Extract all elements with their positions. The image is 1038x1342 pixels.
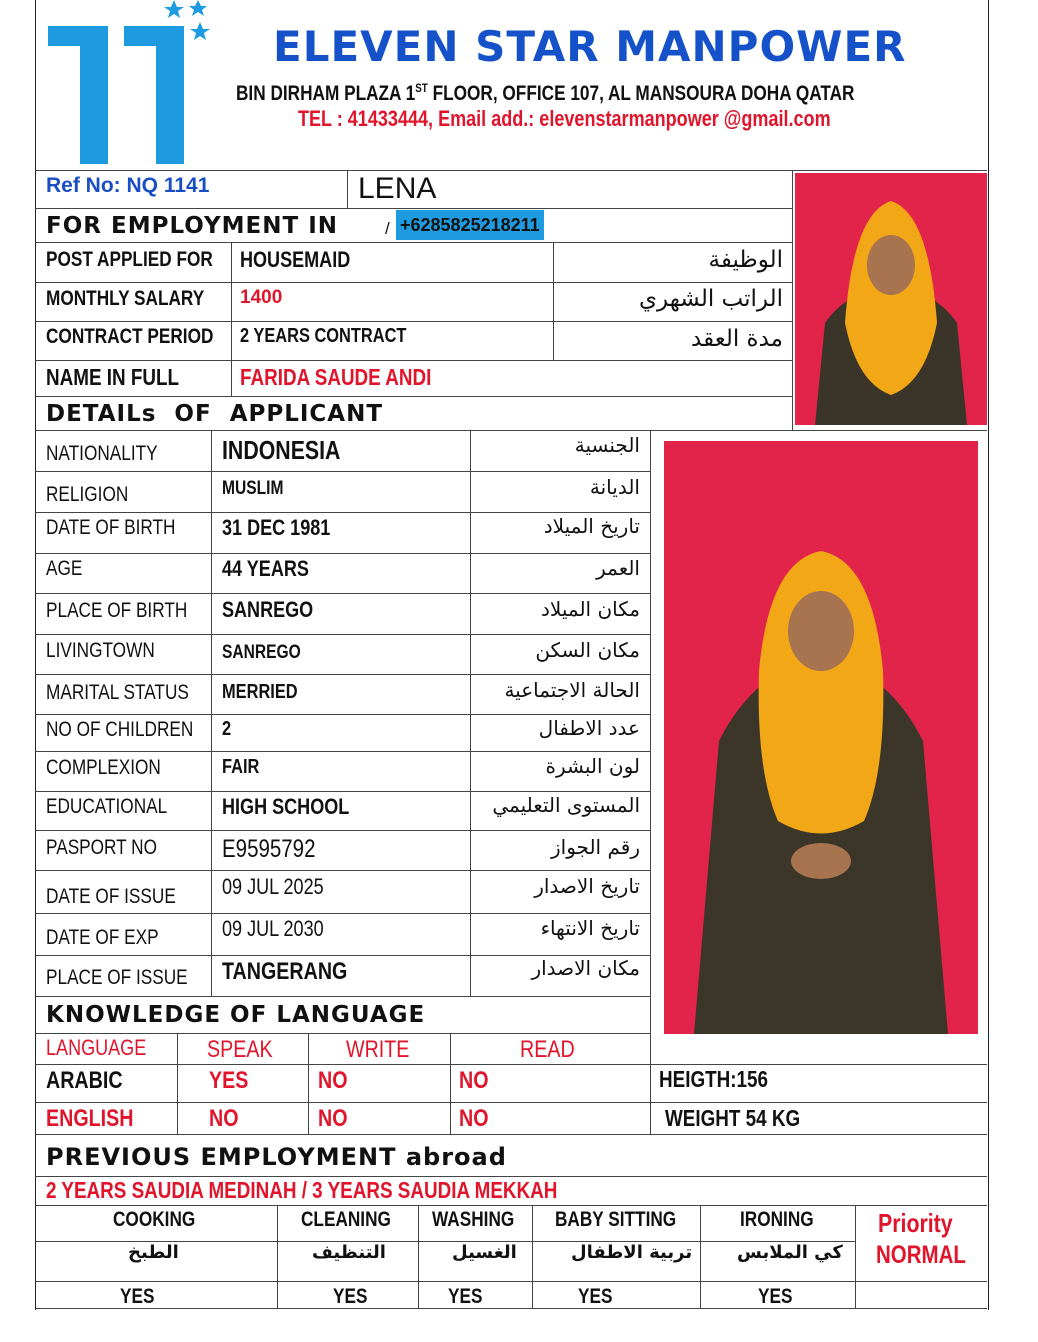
skill-name: IRONING: [740, 1208, 814, 1231]
lang-header-read: READ: [520, 1036, 575, 1063]
skill-arabic: الغسيل: [452, 1242, 517, 1263]
detail-arabic: تاريخ الانتهاء: [540, 916, 640, 940]
logo: [44, 0, 224, 170]
height-value: HEIGTH:156: [659, 1066, 769, 1092]
weight-value: WEIGHT 54 KG: [665, 1105, 801, 1131]
skill-value: YES: [333, 1285, 368, 1308]
lang-write: NO: [318, 1067, 348, 1094]
detail-label: DATE OF BIRTH: [46, 516, 176, 539]
contract-period-arabic: مدة العقد: [691, 326, 783, 352]
detail-label: PLACE OF BIRTH: [46, 599, 188, 622]
detail-label: DATE OF EXP: [46, 926, 159, 949]
applicant-nickname: LENA: [358, 172, 437, 205]
detail-value: 09 JUL 2030: [222, 916, 324, 941]
detail-label: RELIGION: [46, 483, 129, 506]
skill-value: YES: [578, 1285, 613, 1308]
lang-write: NO: [318, 1105, 348, 1132]
monthly-salary-arabic: الراتب الشهري: [639, 286, 783, 312]
lang-read: NO: [459, 1105, 489, 1132]
detail-label: AGE: [46, 557, 83, 580]
detail-arabic: رقم الجواز: [551, 835, 640, 859]
employment-title: FOR EMPLOYMENT IN: [46, 213, 339, 239]
detail-arabic: تاريخ الاصدار: [534, 874, 640, 898]
detail-value: 31 DEC 1981: [222, 515, 331, 540]
detail-label: NATIONALITY: [46, 442, 158, 465]
company-contact: TEL : 41433444, Email add.: elevenstarmanpower @gmail.com: [298, 106, 831, 131]
detail-arabic: عدد الاطفال: [538, 716, 640, 740]
detail-value: TANGERANG: [222, 958, 348, 985]
detail-arabic: مكان الاصدار: [531, 956, 640, 980]
lang-header-language: LANGUAGE: [46, 1035, 147, 1060]
skill-name: COOKING: [113, 1208, 196, 1231]
detail-label: PLACE OF ISSUE: [46, 966, 188, 989]
detail-arabic: تاريخ الميلاد: [543, 514, 640, 538]
detail-label: MARITAL STATUS: [46, 681, 189, 704]
details-title: DETAILs OF APPLICANT: [46, 401, 384, 427]
contract-period-value: 2 YEARS CONTRACT: [240, 325, 407, 347]
detail-label: NO OF CHILDREN: [46, 718, 194, 741]
detail-value: 2: [222, 718, 232, 740]
detail-arabic: مكان السكن: [535, 638, 640, 662]
detail-label: DATE OF ISSUE: [46, 885, 176, 908]
phone-number: +6285825218211: [396, 210, 544, 240]
skill-arabic: التنظيف: [312, 1242, 386, 1263]
skill-value: YES: [448, 1285, 483, 1308]
detail-value: SANREGO: [222, 597, 314, 622]
detail-label: LIVINGTOWN: [46, 639, 155, 662]
detail-label: EDUCATIONAL: [46, 795, 168, 818]
detail-arabic: الحالة الاجتماعية: [504, 678, 640, 702]
detail-value: 09 JUL 2025: [222, 874, 324, 899]
detail-value: INDONESIA: [222, 435, 341, 465]
detail-value: MUSLIM: [222, 478, 284, 499]
previous-employment-title: PREVIOUS EMPLOYMENT abroad: [46, 1143, 507, 1171]
applicant-photo-full: [664, 441, 978, 1034]
post-applied-arabic: الوظيفة: [708, 247, 783, 273]
monthly-salary-label: MONTHLY SALARY: [46, 287, 205, 310]
detail-arabic: العمر: [596, 556, 640, 580]
lang-name: ENGLISH: [46, 1105, 134, 1132]
priority-value: NORMAL: [876, 1241, 966, 1269]
detail-value: MERRIED: [222, 681, 298, 703]
post-applied-value: HOUSEMAID: [240, 247, 351, 272]
skill-arabic: كي الملابس: [737, 1242, 843, 1263]
detail-value: SANREGO: [222, 642, 301, 663]
star-icon: [189, 0, 207, 16]
language-title: KNOWLEDGE OF LANGUAGE: [46, 1002, 426, 1028]
logo-mark: [44, 0, 224, 170]
lang-read: NO: [459, 1067, 489, 1094]
detail-arabic: لون البشرة: [545, 754, 640, 778]
skill-value: YES: [120, 1285, 155, 1308]
skill-name: WASHING: [432, 1208, 515, 1231]
detail-value: HIGH SCHOOL: [222, 794, 350, 819]
skill-value: YES: [758, 1285, 793, 1308]
post-applied-label: POST APPLIED FOR: [46, 248, 213, 271]
skill-name: BABY SITTING: [555, 1208, 677, 1231]
detail-label: PASPORT NO: [46, 836, 158, 859]
monthly-salary-value: 1400: [240, 287, 283, 308]
priority-label: Priority: [878, 1208, 953, 1238]
detail-value: FAIR: [222, 756, 260, 778]
contract-period-label: CONTRACT PERIOD: [46, 325, 214, 348]
phone-separator: /: [385, 219, 390, 238]
ref-number: Ref No: NQ 1141: [46, 174, 210, 197]
company-address: BIN DIRHAM PLAZA 1ST FLOOR, OFFICE 107, AL MANSOURA DOHA QATAR: [236, 81, 855, 105]
lang-speak: NO: [209, 1105, 239, 1132]
company-name: ELEVEN STAR MANPOWER: [273, 22, 907, 71]
star-icon: [190, 22, 210, 40]
previous-employment-detail: 2 YEARS SAUDIA MEDINAH / 3 YEARS SAUDIA MEKKAH: [46, 1177, 558, 1203]
lang-name: ARABIC: [46, 1067, 123, 1094]
detail-arabic: الديانة: [589, 475, 640, 499]
skill-name: CLEANING: [301, 1208, 391, 1231]
lang-header-speak: SPEAK: [207, 1036, 273, 1063]
detail-arabic: الجنسية: [574, 433, 640, 457]
detail-arabic: المستوى التعليمي: [492, 793, 640, 817]
skill-arabic: الطبخ: [128, 1242, 179, 1263]
star-icon: [164, 0, 184, 18]
full-name-label: NAME IN FULL: [46, 364, 180, 390]
skill-arabic: تربية الاطفال: [571, 1242, 693, 1263]
applicant-photo-small: [795, 173, 987, 425]
lang-header-write: WRITE: [346, 1036, 410, 1063]
detail-value: 44 YEARS: [222, 556, 309, 581]
full-name-value: FARIDA SAUDE ANDI: [240, 364, 432, 390]
detail-label: COMPLEXION: [46, 756, 161, 779]
lang-speak: YES: [209, 1067, 249, 1094]
detail-arabic: مكان الميلاد: [541, 597, 640, 621]
detail-value: E9595792: [222, 835, 316, 863]
